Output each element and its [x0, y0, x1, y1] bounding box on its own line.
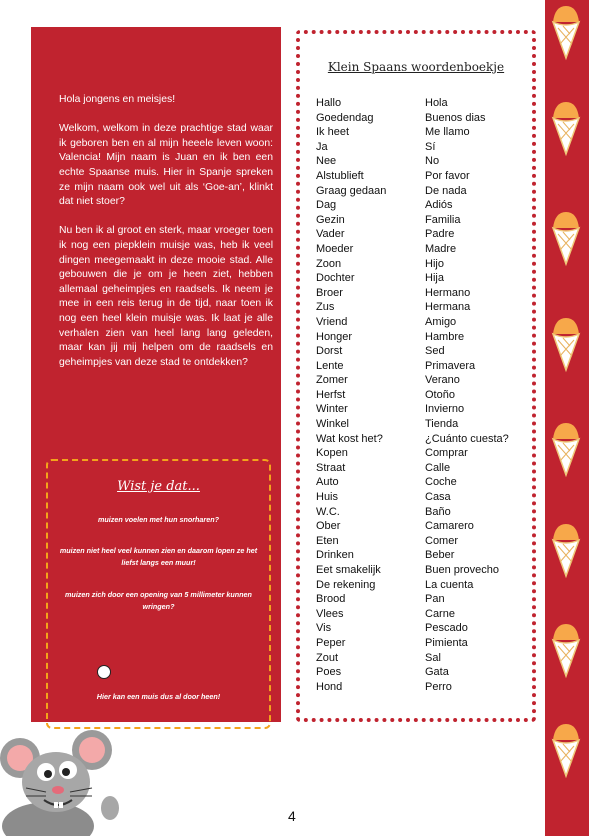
- dutch-word: Dag: [316, 199, 337, 212]
- dictionary-row: [316, 446, 509, 461]
- dictionary-row: [316, 636, 509, 651]
- dutch-word: Ik heet: [316, 126, 350, 139]
- dutch-word: Gezin: [316, 213, 345, 226]
- dictionary-list: [316, 96, 509, 694]
- dutch-word: Ja: [316, 140, 328, 153]
- dutch-word: Eet smakelijk: [316, 564, 381, 576]
- fun-facts-title: Wist je dat...: [117, 479, 200, 494]
- ice-cream-icon: [549, 618, 583, 680]
- dictionary-row: [316, 184, 509, 199]
- ice-cream-icon: [549, 417, 583, 479]
- dutch-word: De rekening: [316, 578, 376, 591]
- dutch-word: Zoon: [316, 257, 342, 270]
- spanish-word: Hermana: [425, 301, 471, 314]
- fact-item: muizen zich door een opening van 5 millimeter kunnen wringen?: [65, 590, 252, 611]
- spanish-word: Verano: [425, 374, 460, 387]
- dictionary-row: [316, 315, 509, 330]
- spanish-word: La cuenta: [425, 578, 474, 591]
- dutch-word: Vis: [316, 622, 332, 635]
- spanish-word: Adiós: [425, 199, 453, 212]
- greeting: Hola jongens en meisjes!: [59, 94, 176, 105]
- spanish-word: Comprar: [425, 447, 468, 460]
- intro-panel: [31, 27, 281, 722]
- dictionary-row: [316, 140, 509, 155]
- dutch-word: Herfst: [316, 388, 346, 401]
- spanish-word: Sed: [425, 345, 445, 358]
- dictionary-row: [316, 344, 509, 359]
- dictionary-title: Klein Spaans woordenboekje: [327, 60, 505, 74]
- spanish-word: Baño: [425, 505, 451, 518]
- dutch-word: Peper: [316, 636, 346, 649]
- spanish-word: Primavera: [425, 359, 476, 372]
- dictionary-row: [316, 227, 509, 242]
- ice-cream-icon: [549, 312, 583, 374]
- dutch-word: Zus: [316, 301, 335, 314]
- ice-cream-icon: [549, 206, 583, 268]
- dictionary-row: [316, 592, 509, 607]
- page-number: 4: [288, 808, 296, 824]
- spanish-word: Hija: [425, 272, 444, 285]
- dictionary-row: [316, 198, 509, 213]
- dictionary-row: [316, 388, 509, 403]
- ice-cream-icon: [549, 518, 583, 580]
- dutch-word: Dorst: [316, 345, 343, 358]
- mouse-mascot-icon: [0, 708, 128, 836]
- dutch-word: Hallo: [316, 97, 342, 109]
- spanish-word: Buen provecho: [425, 564, 499, 576]
- dutch-word: Eten: [316, 534, 339, 547]
- dictionary-box: [296, 30, 536, 722]
- dutch-word: Auto: [316, 476, 339, 489]
- dutch-word: Straat: [316, 461, 346, 474]
- spanish-word: Padre: [425, 228, 455, 241]
- fact-item: muizen voelen met hun snorharen?: [97, 515, 219, 524]
- dutch-word: Lente: [316, 359, 344, 372]
- spanish-word: Invierno: [425, 403, 465, 416]
- dutch-word: Graag gedaan: [316, 184, 387, 197]
- dictionary-row: [316, 286, 509, 301]
- spanish-word: Sal: [425, 651, 441, 664]
- spanish-word: Camarero: [425, 520, 474, 533]
- dictionary-row: [316, 519, 509, 534]
- fact-caption: Hier kan een muis dus al door heen!: [96, 692, 221, 701]
- dutch-word: Zout: [316, 651, 339, 664]
- spanish-word: Beber: [425, 549, 455, 562]
- dutch-word: Dochter: [316, 272, 355, 285]
- dutch-word: Wat kost het?: [316, 432, 383, 445]
- spanish-word: Madre: [425, 242, 457, 255]
- spanish-word: Hijo: [425, 257, 444, 270]
- ice-cream-icon: [549, 96, 583, 158]
- spanish-word: Otoño: [425, 388, 455, 401]
- dictionary-row: [316, 154, 509, 169]
- dictionary-row: [316, 461, 509, 476]
- dictionary-row: [316, 490, 509, 505]
- spanish-word: Amigo: [425, 315, 457, 328]
- spanish-word: Buenos dias: [425, 111, 486, 124]
- spanish-word: Gata: [425, 666, 449, 679]
- dictionary-row: [316, 417, 509, 432]
- dictionary-row: [316, 548, 509, 563]
- dictionary-row: [316, 505, 509, 520]
- spanish-word: Coche: [425, 476, 457, 489]
- spanish-word: Pan: [425, 593, 445, 606]
- dutch-word: Huis: [316, 491, 339, 504]
- dutch-word: Vader: [316, 228, 345, 241]
- spanish-word: Calle: [425, 461, 451, 474]
- dictionary-row: [316, 373, 509, 388]
- dictionary-row: [316, 169, 509, 184]
- dictionary-row: [316, 271, 509, 286]
- dictionary-row: [316, 125, 509, 140]
- dutch-word: Winter: [316, 403, 348, 416]
- dictionary-row: [316, 213, 509, 228]
- dictionary-row: [316, 257, 509, 272]
- dictionary-row: [316, 578, 509, 593]
- dictionary-row: [316, 432, 509, 447]
- fact-item: muizen niet heel veel kunnen zien en daarom lopen ze het liefst langs een muur!: [59, 546, 258, 567]
- spanish-word: Tienda: [425, 418, 459, 431]
- spanish-word: ¿Cuánto cuesta?: [425, 432, 509, 445]
- dutch-word: Goedendag: [316, 111, 374, 124]
- dutch-word: Nee: [316, 155, 337, 168]
- dictionary-row: [316, 300, 509, 315]
- fun-facts-box: [46, 459, 271, 729]
- spanish-word: Familia: [425, 213, 461, 226]
- spanish-word: Hermano: [425, 286, 471, 299]
- dictionary-row: [316, 475, 509, 490]
- dictionary-row: [316, 665, 509, 680]
- dutch-word: Hond: [316, 680, 343, 693]
- spanish-word: Sí: [425, 140, 436, 153]
- dutch-word: Vriend: [316, 315, 348, 328]
- dutch-word: Broer: [316, 286, 343, 299]
- spanish-word: Casa: [425, 491, 451, 504]
- dutch-word: Kopen: [316, 447, 348, 460]
- spanish-word: Pimienta: [425, 636, 468, 649]
- dutch-word: W.C.: [316, 505, 340, 518]
- dutch-word: Moeder: [316, 242, 354, 255]
- intro-text: [59, 93, 273, 385]
- dutch-word: Winkel: [316, 418, 350, 431]
- dutch-word: Drinken: [316, 549, 354, 562]
- dutch-word: Ober: [316, 520, 341, 533]
- dictionary-row: [316, 402, 509, 417]
- dictionary-row: [316, 563, 509, 578]
- decorative-strip: [545, 0, 589, 836]
- dictionary-row: [316, 680, 509, 695]
- dictionary-row: [316, 111, 509, 126]
- intro-paragraph-2: Nu ben ik al groot en sterk, maar vroeger toen ik nog een piepklein muisje was, heb ik veel dingen meegemaakt in deze mooie stad. Alle gebouwen die je om je heen ziet, hebben allemaal geheimpjes en raadsels. Ik neem je mee in een reis terug in de tijd, naar toen ik nog een heel klein muisje was. Ik laat je alle verhalen zien van heel lang lang geleden, maar kan jij mij helpen om de raadsels en geheimpjes van deze stad te ontdekken?: [59, 225, 273, 368]
- ice-cream-icon: [549, 0, 583, 62]
- dutch-word: Brood: [316, 593, 346, 606]
- dutch-word: Poes: [316, 666, 342, 679]
- spanish-word: Comer: [425, 534, 459, 547]
- mouse-hole-circle-icon: [97, 665, 111, 679]
- spanish-word: Perro: [425, 680, 452, 693]
- dutch-word: Honger: [316, 330, 353, 343]
- dictionary-row: [316, 621, 509, 636]
- dictionary-row: [316, 359, 509, 374]
- dutch-word: Vlees: [316, 607, 344, 620]
- spanish-word: Por favor: [425, 169, 470, 182]
- dictionary-row: [316, 96, 509, 111]
- dictionary-row: [316, 607, 509, 622]
- dutch-word: Alstublieft: [316, 169, 364, 182]
- dictionary-row: [316, 534, 509, 549]
- spanish-word: Pescado: [425, 622, 468, 635]
- spanish-word: De nada: [425, 184, 467, 197]
- spanish-word: No: [425, 155, 440, 168]
- spanish-word: Hola: [425, 97, 448, 109]
- ice-cream-icon: [549, 718, 583, 780]
- spanish-word: Carne: [425, 607, 455, 620]
- dutch-word: Zomer: [316, 374, 348, 387]
- spanish-word: Me llamo: [425, 126, 470, 139]
- dictionary-row: [316, 651, 509, 666]
- spanish-word: Hambre: [425, 330, 465, 343]
- dictionary-row: [316, 330, 509, 345]
- dictionary-row: [316, 242, 509, 257]
- intro-paragraph-1: Welkom, welkom in deze prachtige stad waar ik geboren ben en al mijn heeele leven woon: Valencia! Mijn naam is Juan en ik ben een echte Spaanse muis. Hier in Spanje spreken ze mijn naam ook wel uit als ‘Goe-an’, klinkt dat niet stoer?: [59, 123, 273, 208]
